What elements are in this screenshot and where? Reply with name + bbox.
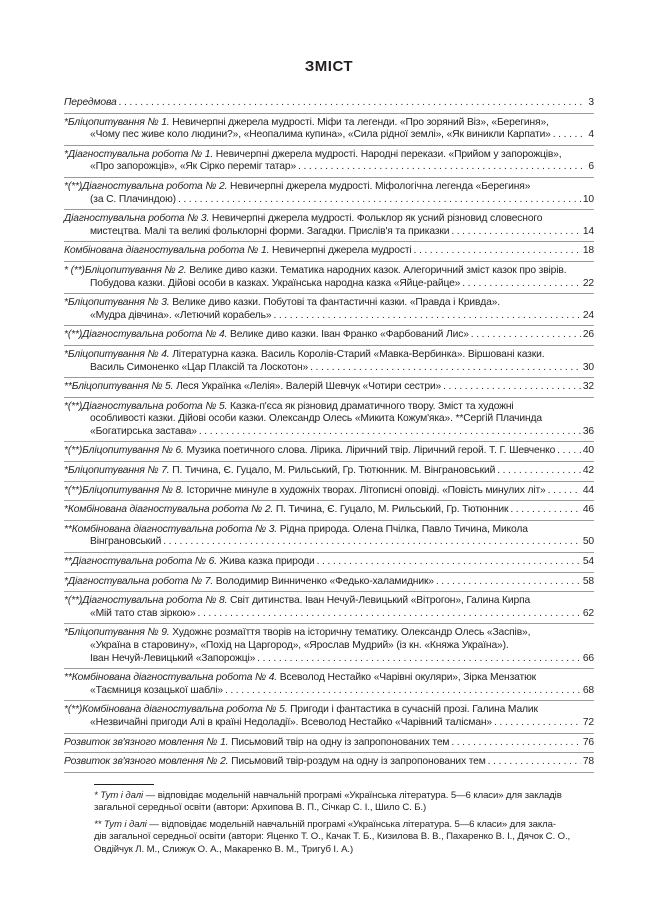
toc-entry-last-line bbox=[64, 685, 594, 698]
toc-entry[interactable] bbox=[64, 521, 594, 553]
toc-entry-text bbox=[64, 576, 434, 589]
dot-leader bbox=[451, 226, 581, 239]
dot-leader bbox=[497, 465, 581, 478]
toc-entry-text bbox=[90, 194, 176, 207]
toc-entry-text bbox=[64, 465, 495, 478]
dot-leader bbox=[553, 129, 582, 142]
toc-entry-text bbox=[64, 97, 117, 110]
toc-entry[interactable] bbox=[64, 701, 594, 733]
toc-entry-text: Невичерпні джерела мудрості. Міфи та легенди. «Про зоряний Віз», «Берегиня», bbox=[172, 116, 549, 128]
page-number: 30 bbox=[582, 361, 594, 373]
toc-entry-text-last: Василь Симоненко «Цар Плаксій та Лоскотон» bbox=[90, 361, 309, 373]
footnote-text: Овдійчук Л. М., Слижук О. А., Макаренко В. М., Тригуб І. А.) bbox=[94, 843, 354, 855]
toc-entry-line bbox=[64, 265, 594, 278]
toc-entry-text bbox=[64, 556, 315, 569]
toc-entry-text: Світ дитинства. Іван Нечуй-Левицький «Вітрогон», Галина Кирпа bbox=[230, 595, 531, 607]
page-number: 66 bbox=[582, 652, 594, 664]
toc-entry-label: *Діагностувальна робота № 1. bbox=[64, 148, 214, 160]
toc-entry-line bbox=[64, 704, 594, 717]
page-number: 14 bbox=[582, 225, 594, 237]
dot-leader bbox=[471, 329, 581, 342]
toc-entry-text: Велике диво казки. Побутові та фантастичні казки. «Правда і Кривда». bbox=[172, 297, 500, 309]
toc-entry-line bbox=[64, 117, 594, 130]
toc-entry[interactable] bbox=[64, 146, 594, 178]
dot-leader bbox=[510, 504, 580, 517]
page-number: 36 bbox=[582, 425, 594, 437]
toc-entry-label: Комбінована діагностувальна робота № 1. bbox=[64, 245, 270, 257]
dot-leader bbox=[310, 362, 581, 375]
toc-entry-text bbox=[90, 426, 197, 439]
toc-entry[interactable] bbox=[64, 573, 594, 593]
toc-entry-text: Казка-п'єса як різновид драматичного твору. Зміст та художні bbox=[230, 400, 514, 412]
toc-entry-text: Всеволод Нестайко «Чарівні окуляри», Зірка Мензатюк bbox=[279, 672, 537, 684]
toc-entry-line bbox=[64, 640, 594, 653]
dot-leader bbox=[548, 485, 581, 498]
toc-entry-last-line bbox=[64, 536, 594, 549]
footnotes bbox=[64, 784, 594, 856]
toc-entry-text-last: П. Тичина, Є. Гуцало, М. Рильський, Гр. Тютюнник bbox=[275, 504, 509, 516]
toc-entry-text-last: мистецтва. Малі та великі фольклорні форми. Загадки. Прислів'я та приказки bbox=[90, 225, 450, 237]
toc-entry-last-line bbox=[64, 737, 594, 750]
dot-leader bbox=[298, 161, 582, 174]
dot-leader bbox=[414, 245, 581, 258]
dot-leader bbox=[443, 381, 581, 394]
toc-entry-text-last: Письмовий твір на одну із запропонованих тем bbox=[231, 736, 450, 748]
toc-entry-label: Розвиток зв'язного мовлення № 1. bbox=[64, 736, 229, 748]
page-number: 24 bbox=[582, 309, 594, 321]
toc-entry-text: Літературна казка. Василь Королів-Старий «Мавка-Вербинка». Віршовані казки. bbox=[172, 348, 545, 360]
dot-leader bbox=[494, 717, 581, 730]
dot-leader bbox=[436, 576, 581, 589]
footnote-line bbox=[94, 831, 594, 843]
page-number: 40 bbox=[582, 445, 594, 457]
toc-entry-text-last: Історичне минуле в художніх творах. Літописні оповіді. «Повість минулих літ» bbox=[186, 484, 546, 496]
toc-entry[interactable] bbox=[64, 398, 594, 443]
toc-entry-text-last: Леся Українка «Лелія». Валерій Шевчук «Чотири сестри» bbox=[176, 381, 442, 393]
toc-entry-last-line bbox=[64, 97, 594, 110]
toc-entry-text-last: Велике диво казки. Іван Франко «Фарбований Лис» bbox=[230, 329, 469, 341]
toc-entry-last-line bbox=[64, 310, 594, 323]
toc-entry[interactable] bbox=[64, 462, 594, 482]
toc-entry-last-line bbox=[64, 653, 594, 666]
toc-entry-text-last: «Чому пес живе коло людини?», «Неопалима купина», «Сила рідної землі», «Як виникли Карпати» bbox=[90, 129, 551, 141]
page-number: 3 bbox=[588, 97, 594, 108]
dot-leader bbox=[119, 97, 582, 110]
footnote-line bbox=[94, 844, 594, 856]
toc-entry-label: **Бліцопитування № 5. bbox=[64, 381, 174, 393]
dot-leader bbox=[462, 278, 581, 291]
toc-entry-label: *Бліцопитування № 9. bbox=[64, 627, 170, 639]
toc-entry-text-last: Невичерпні джерела мудрості bbox=[272, 245, 412, 257]
footnote-text: дів загальної середньої освіти (автори: Яценко Т. О., Качак Т. Б., Кизилова В. В., Пахаренко В. І., Дячок С. О., bbox=[94, 831, 571, 843]
page-number: 32 bbox=[582, 381, 594, 393]
toc-entry[interactable] bbox=[64, 592, 594, 624]
toc-entry-text: особливості казки. Дійові особи казки. Олександр Олесь «Микита Кожум'яка». **Сергій Плачинда bbox=[90, 413, 542, 425]
toc-entry[interactable] bbox=[64, 242, 594, 262]
toc-entry-line bbox=[64, 401, 594, 414]
toc-entry[interactable] bbox=[64, 262, 594, 294]
toc-entry[interactable] bbox=[64, 501, 594, 521]
toc-entry-line bbox=[64, 149, 594, 162]
toc-entry-text bbox=[64, 504, 508, 517]
toc-entry-last-line bbox=[64, 576, 594, 589]
toc-entry-text bbox=[90, 278, 460, 291]
toc-entry-label: *Бліцопитування № 3. bbox=[64, 297, 170, 309]
toc-entry-text bbox=[90, 653, 255, 666]
toc-entry-label: *(**)Діагностувальна робота № 5. bbox=[64, 400, 228, 412]
toc-entry-label: *Комбінована діагностувальна робота № 2. bbox=[64, 504, 274, 516]
toc-entry-text bbox=[64, 329, 469, 342]
toc-entry[interactable] bbox=[64, 482, 594, 502]
toc-entry-line bbox=[64, 181, 594, 194]
toc-entry-last-line bbox=[64, 485, 594, 498]
toc-entry-line bbox=[64, 672, 594, 685]
toc-entry-text: Невичерпні джерела мудрості. Народні перекази. «Прийом у запорожців», bbox=[215, 148, 562, 160]
toc-entry-text-last: «Таємниця козацької шаблі» bbox=[90, 684, 223, 696]
toc-entry-last-line bbox=[64, 129, 594, 142]
page-number: 6 bbox=[588, 161, 594, 173]
toc-entry-line bbox=[64, 595, 594, 608]
footnote-separator bbox=[94, 784, 154, 785]
footnote-line bbox=[94, 802, 594, 814]
toc-entry[interactable] bbox=[64, 442, 594, 462]
page-number: 18 bbox=[582, 245, 594, 257]
page-number: 4 bbox=[588, 129, 594, 141]
toc-entry-text: Велике диво казки. Тематика народних казок. Алегоричний зміст казок про звірів. bbox=[189, 264, 567, 276]
toc-entry-label: Діагностувальна робота № 3. bbox=[64, 213, 210, 225]
toc-entry-label: *(**)Бліцопитування № 6. bbox=[64, 445, 184, 457]
toc-entry-line bbox=[64, 297, 594, 310]
page-number: 72 bbox=[582, 716, 594, 728]
toc-entry-text-last: «Богатирська застава» bbox=[90, 425, 197, 437]
toc-entry[interactable] bbox=[64, 346, 594, 378]
toc-entry[interactable] bbox=[64, 734, 594, 754]
toc-entry-line bbox=[64, 413, 594, 426]
toc-entry-text bbox=[64, 737, 449, 750]
toc-entry-line bbox=[64, 349, 594, 362]
page-number: 50 bbox=[582, 536, 594, 548]
toc-entry-text bbox=[90, 717, 492, 730]
toc-entry-last-line bbox=[64, 329, 594, 342]
page-number: 54 bbox=[582, 556, 594, 568]
footnote-text: — відповідає модельній навчальній програмі «Українська література. 5—6 класи» для закладів bbox=[145, 789, 562, 801]
dot-leader bbox=[257, 653, 581, 666]
toc-entry-text bbox=[90, 362, 308, 375]
dot-leader bbox=[317, 556, 581, 569]
toc-entry[interactable] bbox=[64, 114, 594, 146]
page-number: 10 bbox=[582, 193, 594, 205]
toc-entry-label: **Комбінована діагностувальна робота № 3. bbox=[64, 523, 278, 535]
footnote bbox=[94, 819, 594, 856]
toc-entry-line bbox=[64, 213, 594, 226]
footnote-text: загальної середньої освіти (автори: Архипова В. П., Січкар С. І., Шило С. Б.) bbox=[94, 801, 427, 813]
toc-entry[interactable] bbox=[64, 326, 594, 346]
toc-entry-label: Передмова bbox=[64, 97, 117, 108]
dot-leader bbox=[273, 310, 580, 323]
toc-entry-text bbox=[90, 685, 223, 698]
toc-entry-text bbox=[64, 756, 486, 769]
page-number: 78 bbox=[582, 756, 594, 768]
footnote-text: — відповідає модельній навчальній програмі «Українська література. 5—6 класи» для закла- bbox=[149, 819, 556, 831]
toc-entry-text-last: Іван Нечуй-Левицький «Запорожці» bbox=[90, 652, 256, 664]
toc-entry-text bbox=[64, 245, 412, 258]
toc-entry-text-last: Жива казка природи bbox=[219, 556, 315, 568]
toc-entry-label: *Діагностувальна робота № 7. bbox=[64, 575, 214, 587]
footnote bbox=[94, 790, 594, 814]
page-number: 68 bbox=[582, 684, 594, 696]
page-title: ЗМІСТ bbox=[304, 58, 354, 75]
footnote-line bbox=[94, 790, 594, 802]
page-number: 26 bbox=[582, 329, 594, 341]
toc-entry-text: «Україна в старовину», «Похід на Царгород», «Ярослав Мудрий» (із кн. «Княжа Україна»). bbox=[90, 640, 509, 651]
page-number: 58 bbox=[582, 575, 594, 587]
toc-entry-label: *(**)Діагностувальна робота № 8. bbox=[64, 595, 228, 607]
toc-entry-text bbox=[90, 161, 296, 174]
toc-entry-text: Пригоди і фантастика в сучасній прозі. Галина Малик bbox=[290, 704, 538, 716]
table-of-contents bbox=[64, 94, 594, 773]
toc-entry-last-line bbox=[64, 608, 594, 621]
toc-entry[interactable] bbox=[64, 94, 594, 114]
toc-entry[interactable] bbox=[64, 624, 594, 669]
toc-entry-last-line bbox=[64, 504, 594, 517]
toc-entry-last-line bbox=[64, 226, 594, 239]
toc-entry-label: Розвиток зв'язного мовлення № 2. bbox=[64, 756, 229, 768]
toc-entry[interactable] bbox=[64, 210, 594, 242]
page-number: 46 bbox=[582, 504, 594, 516]
toc-entry[interactable] bbox=[64, 753, 594, 773]
toc-entry-text-last: «Мудра дівчина». «Летючий корабель» bbox=[90, 309, 272, 321]
toc-entry-text bbox=[90, 129, 551, 142]
toc-entry-text bbox=[90, 226, 449, 239]
toc-entry-label: * (**)Бліцопитування № 2. bbox=[64, 264, 187, 276]
toc-entry[interactable] bbox=[64, 669, 594, 701]
toc-entry-label: *(**)Комбінована діагностувальна робота № 5. bbox=[64, 704, 288, 716]
toc-entry-last-line bbox=[64, 445, 594, 458]
toc-entry-text-last: Письмовий твір-роздум на одну із запропонованих тем bbox=[231, 756, 486, 768]
dot-leader bbox=[557, 445, 581, 458]
dot-leader bbox=[198, 608, 581, 621]
toc-entry-label: *Бліцопитування № 1. bbox=[64, 116, 170, 128]
dot-leader bbox=[225, 685, 581, 698]
toc-entry-last-line bbox=[64, 756, 594, 769]
toc-entry-last-line bbox=[64, 362, 594, 375]
toc-entry-text-last: «Незвичайні пригоди Алі в країні Недоладії». Всеволод Нестайко «Чарівний талісман» bbox=[90, 716, 493, 728]
toc-entry-line bbox=[64, 627, 594, 640]
toc-entry-text bbox=[90, 536, 161, 549]
toc-entry-text bbox=[90, 310, 271, 323]
toc-entry-text-last: «Мій тато став зіркою» bbox=[90, 607, 196, 619]
dot-leader bbox=[178, 194, 581, 207]
toc-entry-last-line bbox=[64, 278, 594, 291]
toc-entry-text-last: «Про запорожців», «Як Сірко переміг татар» bbox=[90, 161, 297, 173]
page-number: 42 bbox=[582, 465, 594, 477]
toc-entry-text bbox=[90, 608, 196, 621]
toc-entry-label: *(**)Бліцопитування № 8. bbox=[64, 484, 184, 496]
dot-leader bbox=[199, 426, 581, 439]
dot-leader bbox=[163, 536, 581, 549]
toc-entry-text-last: Вінграновський bbox=[90, 536, 162, 548]
toc-entry-label: **Діагностувальна робота № 6. bbox=[64, 556, 217, 568]
toc-entry-label: *(**)Діагностувальна робота № 4. bbox=[64, 329, 228, 341]
toc-entry-text-last: (за С. Плачиндою) bbox=[90, 193, 176, 205]
dot-leader bbox=[488, 756, 581, 769]
toc-entry-text: Художнє розмаїття творів на історичну тематику. Олександр Олесь «Заспів», bbox=[172, 627, 531, 639]
page-number: 62 bbox=[582, 607, 594, 619]
toc-entry-text-last: Побудова казки. Дійові особи в казках. Українська народна казка «Яйце-райце» bbox=[90, 277, 461, 289]
page-number: 22 bbox=[582, 277, 594, 289]
footnote-mark: ** Тут і далі bbox=[94, 819, 147, 831]
toc-entry-label: *Бліцопитування № 4. bbox=[64, 348, 170, 360]
toc-entry-last-line bbox=[64, 465, 594, 478]
footnote-line bbox=[94, 819, 594, 831]
toc-entry-last-line bbox=[64, 717, 594, 730]
toc-entry-last-line bbox=[64, 381, 594, 394]
toc-entry-text bbox=[64, 381, 441, 394]
toc-entry-last-line bbox=[64, 556, 594, 569]
toc-entry-text-last: Володимир Винниченко «Федько-халамидник» bbox=[215, 575, 434, 587]
footnote-mark: * Тут і далі bbox=[94, 789, 144, 801]
toc-entry-last-line bbox=[64, 426, 594, 439]
toc-entry[interactable] bbox=[64, 378, 594, 398]
toc-entry-label: *Бліцопитування № 7. bbox=[64, 465, 170, 477]
toc-entry[interactable] bbox=[64, 294, 594, 326]
dot-leader bbox=[451, 737, 581, 750]
toc-entry-text: Невичерпні джерела мудрості. Міфологічна легенда «Берегиня» bbox=[230, 180, 531, 192]
toc-entry-text bbox=[64, 445, 555, 458]
toc-entry-last-line bbox=[64, 161, 594, 174]
page-number: 44 bbox=[582, 484, 594, 496]
toc-entry-text: Рідна природа. Олена Пчілка, Павло Тичина, Микола bbox=[279, 523, 528, 535]
toc-entry-line bbox=[64, 524, 594, 537]
toc-entry-label: *(**)Діагностувальна робота № 2. bbox=[64, 180, 228, 192]
toc-entry-text-last: П. Тичина, Є. Гуцало, М. Рильський, Гр. Тютюнник. М. Вінграновський bbox=[172, 465, 496, 477]
toc-entry[interactable] bbox=[64, 178, 594, 210]
toc-entry-last-line bbox=[64, 194, 594, 207]
page-number: 76 bbox=[582, 736, 594, 748]
toc-entry-last-line bbox=[64, 245, 594, 258]
toc-entry-text-last: Музика поетичного слова. Лірика. Ліричний твір. Ліричний герой. Т. Г. Шевченко bbox=[186, 445, 556, 457]
toc-entry-text bbox=[64, 485, 546, 498]
toc-entry-label: **Комбінована діагностувальна робота № 4. bbox=[64, 672, 278, 684]
toc-entry-text: Невичерпні джерела мудрості. Фольклор як усний різновид словесного bbox=[211, 213, 543, 225]
toc-entry[interactable] bbox=[64, 553, 594, 573]
